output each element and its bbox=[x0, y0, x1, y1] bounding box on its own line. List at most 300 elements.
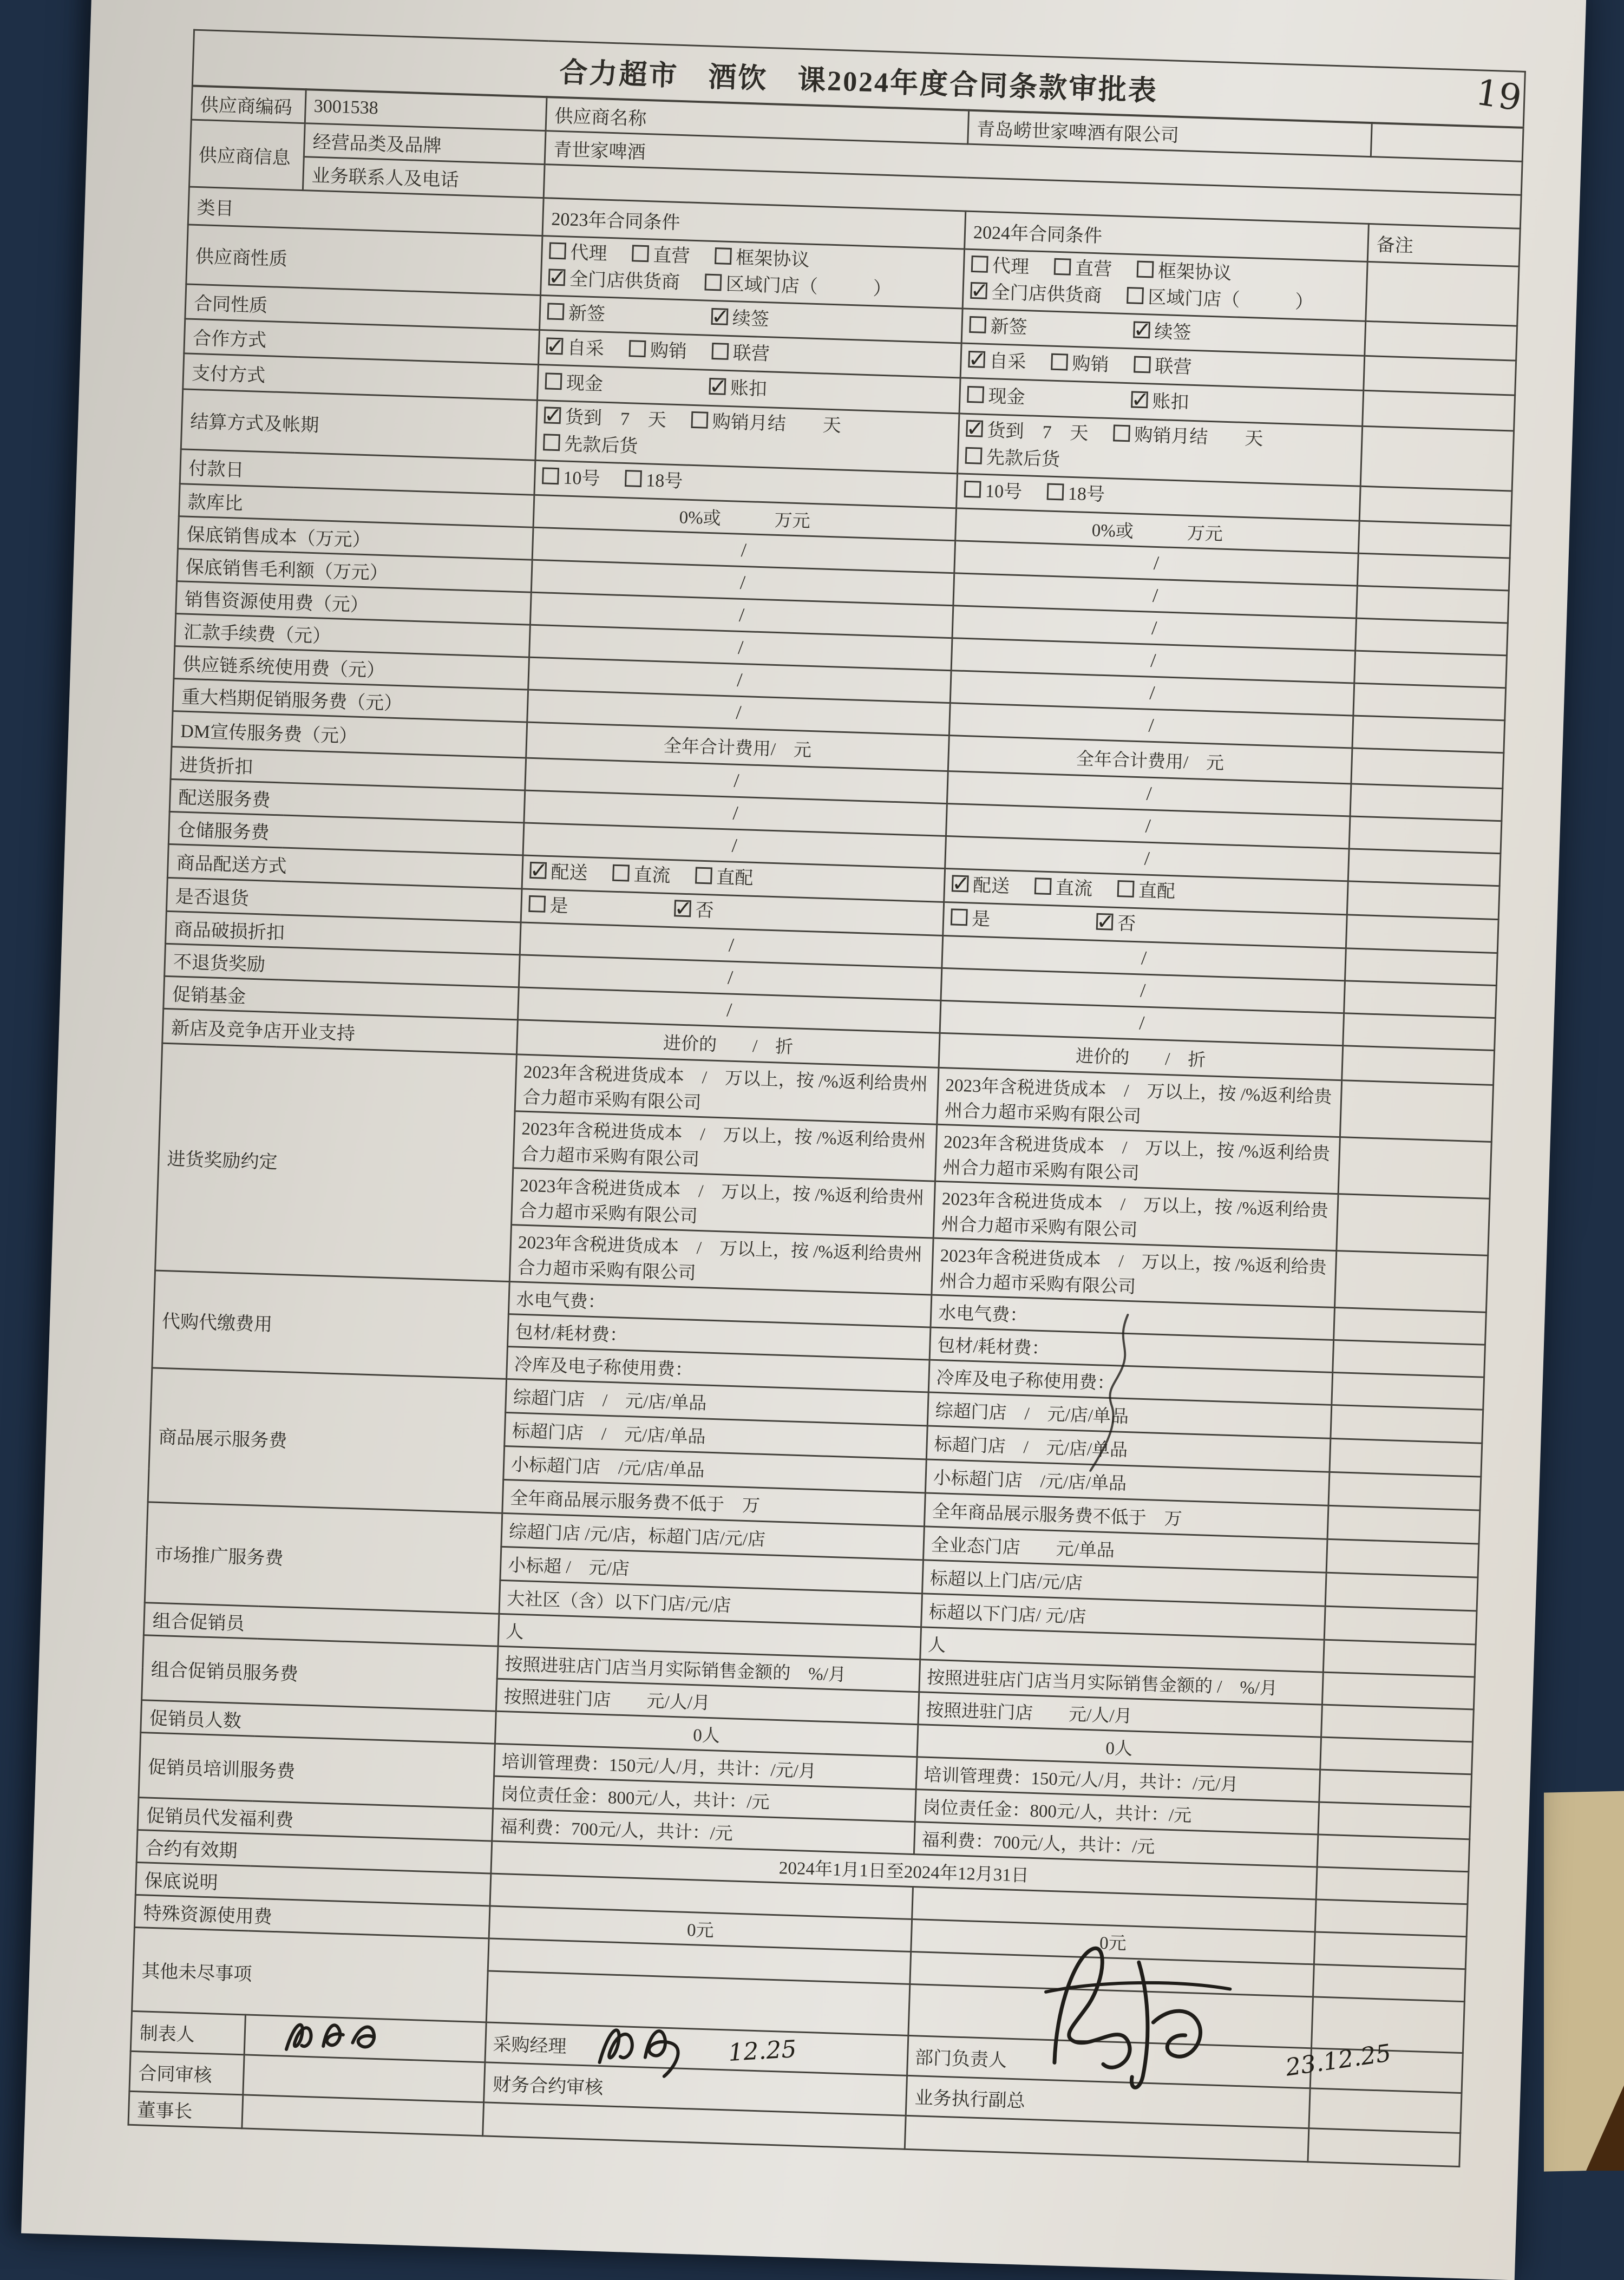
remark-cell bbox=[1347, 881, 1499, 920]
cell-2024: / bbox=[941, 968, 1345, 1013]
checkbox-option bbox=[1117, 877, 1175, 906]
cell-2023: / bbox=[518, 987, 940, 1033]
row-label: 组合促销员服务费 bbox=[142, 1635, 498, 1712]
page-title: 合力超市 酒饮 课2024年度合同条款审批表 bbox=[192, 30, 1525, 128]
checkbox-option-label: 账扣 bbox=[1151, 391, 1189, 413]
checkbox-icon bbox=[1117, 880, 1135, 897]
remark-cell bbox=[1331, 1405, 1483, 1443]
cell-2024: 2023年含税进货成本 / 万以上，按 /%返利给贵州合力超市采购有限公司 bbox=[932, 1238, 1337, 1307]
checkbox-option bbox=[1131, 388, 1189, 416]
checkbox-option-label: 直配 bbox=[716, 868, 754, 889]
cell-2023: 培训管理费：150元/人/月，共计：/元/月 bbox=[494, 1744, 917, 1789]
checkbox-option bbox=[542, 464, 600, 493]
remark-cell bbox=[1327, 1505, 1480, 1544]
cell-2023: 人 bbox=[498, 1614, 921, 1659]
column-2024-header: 2024年合同条件 bbox=[965, 211, 1369, 261]
checkbox-option bbox=[1133, 318, 1191, 346]
cell-2023: / bbox=[523, 823, 946, 868]
checkbox-option-label: 续签 bbox=[732, 308, 770, 330]
cell-2023: 大社区（含）以下门店/元/店 bbox=[499, 1580, 922, 1627]
checkbox-icon bbox=[715, 247, 732, 265]
checkbox-option-label: 否 bbox=[1117, 914, 1136, 935]
remark-cell bbox=[1323, 1640, 1476, 1677]
chairman-label: 董事长 bbox=[128, 2091, 243, 2128]
cell-2024: 岗位责任金：800元/人，共计：/元 bbox=[915, 1790, 1319, 1835]
checkbox-option-label: 购销月结 天 bbox=[1134, 425, 1263, 450]
remark-cell bbox=[1321, 1705, 1474, 1742]
row-label: 是否退货 bbox=[166, 877, 522, 922]
cell-2023: / bbox=[529, 625, 952, 670]
cell-period: 2024年1月1日至2024年12月31日 bbox=[491, 1841, 1317, 1899]
cell-2024: / bbox=[951, 638, 1355, 683]
cell-2023: 综超门店 / 元/店/单品 bbox=[506, 1379, 929, 1425]
checkbox-option bbox=[546, 334, 604, 363]
checkbox-option bbox=[967, 383, 1025, 411]
row-label: 汇款手续费（元） bbox=[175, 613, 531, 657]
checkbox-icon bbox=[543, 434, 560, 451]
remark-cell bbox=[1324, 1606, 1477, 1645]
row-label: 促销基金 bbox=[163, 976, 519, 1020]
cell-2024: 0人 bbox=[917, 1725, 1321, 1770]
row-label: 合约有效期 bbox=[136, 1830, 492, 1873]
approval-form-table bbox=[127, 29, 1526, 2167]
remark-cell bbox=[1319, 1770, 1472, 1807]
cell-2023: 冷库及电子称使用费： bbox=[507, 1346, 929, 1392]
checkbox-option-label: 直营 bbox=[652, 245, 690, 267]
remark-cell bbox=[1314, 1932, 1466, 1969]
checkbox-option bbox=[1113, 422, 1263, 453]
checkbox-icon bbox=[1034, 878, 1052, 895]
contact-label: 业务联系人及电话 bbox=[303, 156, 545, 198]
checkbox-option-label: 否 bbox=[695, 900, 715, 922]
cell-2023: 2023年含税进货成本 / 万以上，按 /%返利给贵州合力超市采购有限公司 bbox=[512, 1168, 935, 1238]
cell-2024: 全年合计费用/ 元 bbox=[948, 735, 1352, 783]
checkbox-option-label: 直配 bbox=[1138, 881, 1176, 902]
checkbox-option-label: 现金 bbox=[987, 386, 1026, 408]
checkbox-option-label: 框架协议 bbox=[735, 247, 810, 271]
remark-cell bbox=[1352, 716, 1505, 753]
row-label: 保底说明 bbox=[135, 1862, 491, 1906]
checkbox-option-label: 配送 bbox=[972, 876, 1010, 897]
remark-cell bbox=[1359, 486, 1512, 526]
checkbox-option bbox=[1046, 480, 1105, 509]
remark-cell bbox=[1328, 1472, 1481, 1510]
checkbox-icon bbox=[969, 316, 986, 333]
checkbox-icon bbox=[951, 909, 968, 926]
checkbox-icon bbox=[695, 867, 712, 885]
cell-2023: 小标超门店 /元/店/单品 bbox=[503, 1446, 927, 1492]
empty-cell bbox=[242, 2095, 484, 2136]
supplier-info-label: 供应商信息 bbox=[189, 120, 305, 191]
checkbox-option-label: 直营 bbox=[1075, 258, 1112, 280]
remark-cell bbox=[1334, 1307, 1487, 1345]
checkbox-option bbox=[1127, 284, 1314, 316]
checkbox-option bbox=[969, 313, 1027, 342]
checkbox-option bbox=[529, 859, 588, 887]
checkbox-icon bbox=[971, 255, 988, 272]
checkbox-icon bbox=[1054, 258, 1071, 275]
remark-cell bbox=[1353, 683, 1506, 720]
checkbox-option bbox=[968, 348, 1026, 376]
checkbox-option bbox=[674, 897, 715, 925]
checkbox-option-label: 购销月结 天 bbox=[712, 412, 842, 436]
checkbox-option-label: 框架协议 bbox=[1157, 261, 1232, 284]
checkbox-icon bbox=[964, 481, 981, 498]
checkbox-checked-icon bbox=[674, 900, 691, 918]
maker-signature-cell bbox=[244, 2015, 486, 2062]
remark-cell bbox=[1309, 2088, 1462, 2133]
row-label: 商品配送方式 bbox=[167, 844, 523, 889]
catalog-label: 类目 bbox=[188, 186, 543, 235]
checkbox-option bbox=[547, 299, 605, 328]
category-brand-value: 青世家啤酒 bbox=[545, 130, 1522, 195]
cell-2023: 标超门店 / 元/店/单品 bbox=[505, 1412, 928, 1459]
row-label: 供应链系统使用费（元） bbox=[174, 646, 529, 690]
checkbox-option bbox=[691, 408, 841, 440]
remark-cell bbox=[1351, 748, 1504, 789]
row-label: 保底销售成本（万元） bbox=[178, 516, 533, 560]
checkbox-option bbox=[711, 305, 769, 333]
cell-2024: 培训管理费：150元/人/月，共计：/元/月 bbox=[916, 1757, 1320, 1802]
maker-label: 制表人 bbox=[130, 2011, 245, 2055]
cell-2024: / bbox=[940, 1000, 1344, 1045]
cell-2023: / bbox=[530, 592, 953, 638]
purchase-manager-label: 采购经理 bbox=[492, 2034, 567, 2057]
remark-cell bbox=[1364, 356, 1516, 396]
checkbox-checked-icon bbox=[544, 407, 561, 424]
checkbox-option-label: 直流 bbox=[633, 865, 671, 887]
cell-2024: / bbox=[950, 671, 1354, 716]
supplier-name-label: 供应商名称 bbox=[546, 97, 969, 143]
checkbox-option-label: 自采 bbox=[989, 351, 1027, 372]
cell-2024: 标超门店 / 元/店/单品 bbox=[926, 1426, 1331, 1472]
cell-2024: 2023年含税进货成本 / 万以上，按 /%返利给贵州合力超市采购有限公司 bbox=[933, 1181, 1338, 1250]
checkbox-checked-icon bbox=[1133, 321, 1150, 338]
remark-cell bbox=[1316, 1867, 1469, 1904]
cell-2024: 水电气费： bbox=[931, 1295, 1335, 1340]
cell-2024: 2023年含税进货成本 / 万以上，按 /%返利给贵州合力超市采购有限公司 bbox=[937, 1067, 1342, 1137]
row-label: 进货折扣 bbox=[171, 746, 526, 790]
checkbox-icon bbox=[691, 411, 708, 429]
checkbox-option bbox=[543, 430, 638, 460]
cell-2024: 全业态门店 元/单品 bbox=[923, 1526, 1327, 1573]
row-label: 新店及竞争店开业支持 bbox=[162, 1008, 518, 1054]
checkbox-icon bbox=[547, 303, 565, 320]
conditions-tbody bbox=[132, 224, 1520, 2053]
cell-2023: 福利费：700元/人，共计：/元 bbox=[492, 1809, 915, 1854]
checkbox-checked-icon bbox=[970, 282, 987, 299]
remark-cell bbox=[1371, 123, 1523, 161]
checkbox-icon bbox=[549, 242, 566, 259]
checkbox-option bbox=[1136, 257, 1232, 287]
cell-2023: 2023年含税进货成本 / 万以上，按 /%返利给贵州合力超市采购有限公司 bbox=[513, 1111, 937, 1181]
cell-2023: 全年合计费用/ 元 bbox=[526, 722, 949, 771]
cell-2024: 2023年含税进货成本 / 万以上，按 /%返利给贵州合力超市采购有限公司 bbox=[935, 1124, 1340, 1194]
row-label: DM宣传服务费（元） bbox=[172, 711, 527, 758]
row-label: 代购代缴费用 bbox=[152, 1270, 509, 1379]
row-label: 促销员培训服务费 bbox=[139, 1732, 495, 1809]
checkbox-option bbox=[709, 375, 767, 403]
checkbox-option-label: 代理 bbox=[992, 255, 1030, 277]
remark-cell bbox=[1308, 2128, 1461, 2167]
checkbox-option bbox=[625, 467, 683, 496]
row-label: 销售资源使用费（元） bbox=[176, 581, 532, 625]
cell-2024: / bbox=[949, 703, 1353, 748]
cell-2024: / bbox=[952, 606, 1357, 651]
empty-cell bbox=[243, 2055, 485, 2102]
row-label: 不退货奖励 bbox=[165, 944, 520, 987]
row-label: 付款日 bbox=[180, 449, 535, 495]
checkbox-checked-icon bbox=[548, 269, 566, 286]
checkbox-option bbox=[695, 864, 754, 893]
cell-2024: 0元 bbox=[911, 1919, 1315, 1964]
supplier-name-value: 青岛崂世家啤酒有限公司 bbox=[968, 110, 1372, 156]
cell-2024: 小标超门店 /元/店/单品 bbox=[925, 1459, 1330, 1505]
checkbox-option-label: 购销 bbox=[650, 340, 687, 362]
row-label: 配送服务费 bbox=[169, 779, 525, 823]
checkbox-option bbox=[1096, 910, 1136, 938]
checkbox-option-label: 全门店供货商 bbox=[569, 269, 680, 293]
checkbox-icon bbox=[629, 340, 646, 357]
checkbox-icon bbox=[528, 895, 546, 913]
row-label: 市场推广服务费 bbox=[145, 1502, 502, 1614]
remark-cell bbox=[1326, 1539, 1479, 1577]
cell-2023: 2023年含税进货成本 / 万以上，按 /%返利给贵州合力超市采购有限公司 bbox=[515, 1054, 939, 1124]
cell-2023: / bbox=[519, 955, 941, 1000]
cell-2024: 标超以下门店/ 元/店 bbox=[921, 1594, 1326, 1640]
paper-sheet bbox=[21, 0, 1587, 2280]
remark-cell bbox=[1354, 651, 1507, 688]
remark-cell bbox=[1335, 1250, 1488, 1312]
checkbox-icon bbox=[1047, 483, 1064, 501]
checkbox-option-label: 新签 bbox=[568, 303, 606, 325]
checkbox-option bbox=[1051, 350, 1109, 378]
checkbox-option-label: 先款后货 bbox=[564, 434, 638, 457]
checkbox-option bbox=[966, 417, 1089, 447]
remark-cell bbox=[1340, 1080, 1493, 1142]
checkbox-option-label: 全门店供货商 bbox=[991, 283, 1103, 306]
remark-cell bbox=[1315, 1899, 1468, 1937]
cell-2024: / bbox=[946, 803, 1351, 848]
supplier-code-label: 供应商编码 bbox=[191, 86, 306, 123]
cell-2023: 按照进驻店门店当月实际销售金额的 %/月 bbox=[497, 1646, 920, 1692]
checkbox-option-label: 续签 bbox=[1154, 322, 1192, 343]
checkbox-option bbox=[543, 403, 666, 434]
cell-2024: 按照进驻门店 元/人/月 bbox=[918, 1692, 1322, 1737]
checkbox-icon bbox=[542, 468, 559, 485]
row-label: 特殊资源使用费 bbox=[134, 1895, 490, 1938]
remark-cell bbox=[1355, 618, 1508, 656]
row-label: 商品破损折扣 bbox=[166, 911, 521, 955]
cell-2023: 0%或 万元 bbox=[533, 495, 956, 540]
checkbox-icon bbox=[1113, 425, 1130, 442]
cell-2024: 标超以上门店/元/店 bbox=[922, 1560, 1327, 1606]
finance-review-label: 财务合约审核 bbox=[484, 2062, 907, 2115]
checkbox-option-label: 账扣 bbox=[730, 378, 768, 399]
checkbox-option-label: 新签 bbox=[990, 316, 1028, 338]
checkbox-icon bbox=[967, 386, 984, 403]
checkbox-option bbox=[528, 892, 569, 920]
checkbox-option-label: 是 bbox=[971, 909, 991, 931]
checkbox-checked-icon bbox=[546, 337, 564, 355]
remark-cell bbox=[1333, 1340, 1485, 1377]
remark-cell bbox=[1358, 521, 1511, 558]
checkbox-option-label: 18号 bbox=[1068, 484, 1105, 506]
cell-2024: / bbox=[953, 573, 1358, 618]
row-label: 促销员人数 bbox=[141, 1700, 496, 1744]
checkbox-option-label: 自采 bbox=[567, 338, 605, 359]
checkbox-option bbox=[1134, 352, 1192, 381]
checkbox-option-label: 联营 bbox=[732, 343, 770, 365]
checkbox-icon bbox=[704, 274, 722, 291]
cell-2024: / bbox=[954, 541, 1359, 586]
checkbox-option-label: 10号 bbox=[985, 481, 1023, 503]
checkbox-option bbox=[704, 271, 892, 303]
cell-2023: 岗位责任金：800元/人，共计：/元 bbox=[493, 1776, 916, 1822]
checkbox-icon bbox=[1134, 356, 1151, 373]
checkbox-option-label: 直流 bbox=[1055, 878, 1093, 900]
cell-2023: 全年商品展示服务费不低于 万 bbox=[502, 1479, 926, 1526]
cell-2024: 0%或 万元 bbox=[955, 508, 1360, 553]
row-label: 款库比 bbox=[179, 484, 534, 528]
remark-cell bbox=[1330, 1438, 1482, 1477]
checkbox-option bbox=[632, 241, 690, 270]
checkbox-icon bbox=[545, 372, 562, 390]
cell-2023: 包材/耗材费： bbox=[507, 1314, 930, 1359]
checkbox-option-label: 购销 bbox=[1071, 353, 1110, 375]
cell-2024: 进价的 / 折 bbox=[939, 1033, 1343, 1080]
category-brand-label: 经营品类及品牌 bbox=[304, 123, 546, 164]
cell-2024: 人 bbox=[920, 1627, 1325, 1672]
row-label: 仓储服务费 bbox=[168, 811, 524, 855]
remark-cell bbox=[1342, 1046, 1495, 1085]
remark-cell bbox=[1337, 1194, 1490, 1255]
cell-2023: / bbox=[532, 527, 955, 573]
contract-review-label: 合同审核 bbox=[129, 2051, 244, 2095]
biz-vp-label: 业务执行副总 bbox=[906, 2075, 1310, 2128]
checkbox-icon bbox=[625, 470, 642, 488]
cell-2024: 全年商品展示服务费不低于 万 bbox=[924, 1493, 1328, 1539]
checkbox-icon bbox=[1051, 353, 1068, 370]
cell-2023: / bbox=[525, 758, 948, 803]
checkbox-checked-icon bbox=[709, 378, 726, 395]
checkbox-option bbox=[1034, 875, 1092, 903]
checkbox-option-label: 联营 bbox=[1154, 356, 1192, 378]
cell-2023: / bbox=[520, 922, 942, 968]
checkbox-option bbox=[965, 444, 1060, 474]
checkbox-checked-icon bbox=[968, 351, 985, 368]
remark-cell bbox=[1348, 849, 1501, 886]
remark-cell bbox=[1322, 1672, 1475, 1709]
checkbox-option bbox=[628, 337, 687, 365]
checkbox-option bbox=[970, 279, 1102, 310]
remark-cell bbox=[1332, 1372, 1484, 1410]
remark-cell bbox=[1365, 322, 1517, 361]
cell-2024: / bbox=[947, 771, 1351, 816]
checkbox-option-label: 先款后货 bbox=[986, 448, 1060, 470]
row-label: 进货奖励约定 bbox=[155, 1043, 517, 1281]
checkbox-checked-icon bbox=[711, 308, 728, 325]
cell-2023: 按照进驻门店 元/人/月 bbox=[496, 1679, 919, 1724]
purchase-manager-date: 12.25 bbox=[727, 2035, 797, 2067]
checkbox-option bbox=[612, 861, 671, 890]
checkbox-option bbox=[548, 266, 680, 297]
checkbox-option-label: 是 bbox=[549, 896, 569, 917]
cell-2023: 2023年含税进货成本 / 万以上，按 /%返利给贵州合力超市采购有限公司 bbox=[509, 1225, 933, 1295]
cell-2023: 0人 bbox=[495, 1711, 918, 1757]
remark-cell bbox=[1366, 261, 1519, 326]
remark-cell bbox=[1344, 981, 1497, 1018]
dept-head-date: 23.12.25 bbox=[1284, 2039, 1393, 2082]
row-label: 供应商性质 bbox=[186, 224, 542, 295]
cell-2024: / bbox=[942, 935, 1346, 980]
remark-cell bbox=[1349, 816, 1502, 854]
remark-cell bbox=[1317, 1835, 1470, 1872]
cell-2023: / bbox=[531, 560, 954, 605]
cell-2023: / bbox=[524, 790, 947, 836]
checkbox-icon bbox=[1137, 260, 1154, 278]
cell-2024: 包材/耗材费： bbox=[929, 1327, 1334, 1372]
checkbox-checked-icon bbox=[529, 862, 547, 879]
remark-cell bbox=[1357, 586, 1509, 623]
checkbox-option-label: 10号 bbox=[562, 468, 600, 490]
cell-2023: 综超门店 /元/店，标超门店/元/店 bbox=[501, 1513, 925, 1560]
checkbox-icon bbox=[711, 343, 729, 360]
checkbox-checked-icon bbox=[1096, 913, 1114, 931]
row-label: 组合促销员 bbox=[143, 1603, 499, 1647]
checkbox-icon bbox=[965, 447, 983, 464]
checkbox-option bbox=[715, 244, 810, 274]
row-label: 其他未尽事项 bbox=[132, 1927, 489, 2022]
checkbox-option bbox=[1053, 254, 1112, 283]
cell-2024: / bbox=[945, 836, 1350, 881]
checkbox-checked-icon bbox=[952, 875, 969, 893]
cell-2024: 冷库及电子称使用费： bbox=[928, 1360, 1333, 1405]
supplier-code-value: 3001538 bbox=[305, 89, 547, 130]
column-2023-header: 2023年合同条件 bbox=[542, 198, 966, 248]
checkbox-option bbox=[964, 477, 1022, 506]
checkbox-option-label: 区域门店（ ） bbox=[725, 274, 892, 300]
remark-cell bbox=[1318, 1802, 1471, 1839]
remark-cell bbox=[1345, 948, 1497, 986]
checkbox-checked-icon bbox=[966, 420, 983, 437]
row-label: 支付方式 bbox=[183, 353, 539, 401]
remark-cell bbox=[1320, 1737, 1473, 1774]
checkbox-option-label: 18号 bbox=[645, 470, 683, 492]
row-label: 保底销售毛利额（万元） bbox=[177, 549, 533, 593]
checkbox-option-label: 现金 bbox=[566, 373, 604, 395]
checkbox-option bbox=[711, 339, 770, 368]
remark-cell bbox=[1360, 426, 1514, 490]
checkbox-option-label: 区域门店（ ） bbox=[1147, 287, 1314, 313]
remark-column-header: 备注 bbox=[1367, 224, 1520, 266]
row-label: 结算方式及帐期 bbox=[181, 389, 537, 460]
remark-cell bbox=[1343, 1013, 1496, 1051]
remark-cell bbox=[1313, 1964, 1465, 2002]
checkbox-icon bbox=[612, 864, 630, 882]
row-label: 商品展示服务费 bbox=[148, 1368, 506, 1513]
checkbox-option-label: 货到 7 天 bbox=[986, 421, 1089, 444]
cell-2023: 进价的 / 折 bbox=[516, 1020, 940, 1067]
cell-2023: 0元 bbox=[489, 1906, 912, 1951]
handwritten-page-number: 19 bbox=[1473, 71, 1524, 120]
cell-2023: 水电气费： bbox=[508, 1281, 931, 1327]
remark-cell bbox=[1357, 553, 1510, 591]
row-label: 合作方式 bbox=[184, 319, 540, 365]
checkbox-option-label: 配送 bbox=[550, 862, 588, 884]
checkbox-option-label: 代理 bbox=[569, 243, 608, 264]
cell-2023: 小标超 / 元/店 bbox=[500, 1547, 924, 1593]
